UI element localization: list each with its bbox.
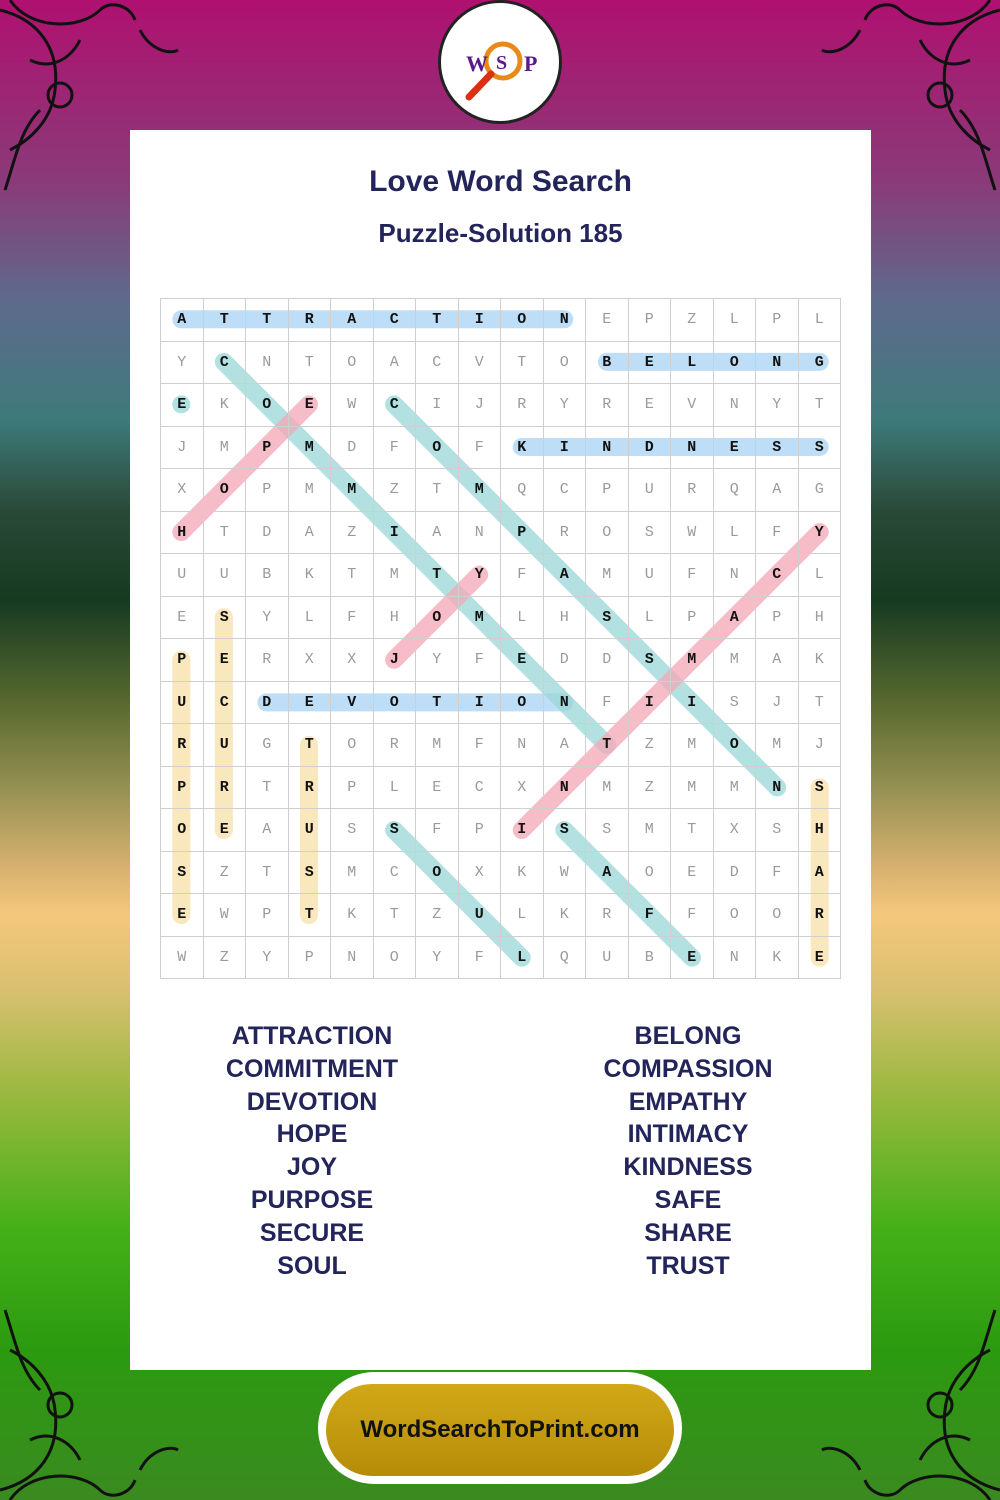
grid-cell[interactable]: O	[331, 724, 374, 767]
grid-cell[interactable]: W	[544, 852, 587, 895]
grid-cell[interactable]: K	[501, 852, 544, 895]
grid-cell[interactable]: O	[544, 342, 587, 385]
grid-cell[interactable]: S	[799, 427, 842, 470]
word-list-item: SOUL	[277, 1251, 347, 1280]
grid-cell[interactable]: P	[161, 639, 204, 682]
grid-cell[interactable]: M	[714, 639, 757, 682]
grid-cell[interactable]: M	[459, 469, 502, 512]
grid-cell[interactable]: E	[586, 299, 629, 342]
grid-cell[interactable]: F	[629, 894, 672, 937]
grid-cell[interactable]: L	[714, 512, 757, 555]
grid-cell[interactable]: E	[161, 597, 204, 640]
grid-cell[interactable]: C	[374, 299, 417, 342]
wsp-logo[interactable]	[438, 0, 562, 124]
grid-cell[interactable]: N	[714, 384, 757, 427]
grid-cell[interactable]: O	[714, 894, 757, 937]
grid-cell[interactable]: G	[799, 342, 842, 385]
word-list-item: COMMITMENT	[225, 1054, 399, 1083]
grid-cell[interactable]: M	[459, 597, 502, 640]
grid-cell[interactable]: N	[246, 342, 289, 385]
grid-cell[interactable]: E	[799, 937, 842, 980]
grid-cell[interactable]: P	[756, 597, 799, 640]
grid-cell[interactable]: A	[586, 852, 629, 895]
grid-cell[interactable]: K	[799, 639, 842, 682]
grid-cell[interactable]: S	[161, 852, 204, 895]
grid-cell[interactable]: I	[459, 682, 502, 725]
grid-cell[interactable]: I	[544, 427, 587, 470]
grid-cell[interactable]: P	[246, 427, 289, 470]
grid-cell[interactable]: S	[629, 512, 672, 555]
grid-cell[interactable]: O	[756, 894, 799, 937]
grid-cell[interactable]: P	[459, 809, 502, 852]
grid-cell[interactable]: W	[161, 937, 204, 980]
logo-letter-w: W	[466, 51, 488, 76]
grid-cell[interactable]: O	[161, 809, 204, 852]
grid-cell[interactable]: F	[459, 639, 502, 682]
grid-cell[interactable]: D	[629, 427, 672, 470]
grid-cell[interactable]: S	[756, 427, 799, 470]
grid-cell[interactable]: T	[799, 384, 842, 427]
grid-cell[interactable]: U	[204, 554, 247, 597]
grid-cell[interactable]: M	[671, 639, 714, 682]
grid-cell[interactable]: B	[246, 554, 289, 597]
grid-cell[interactable]: T	[416, 554, 459, 597]
grid-cell[interactable]: Y	[544, 384, 587, 427]
grid-cell[interactable]: E	[629, 384, 672, 427]
grid-cell[interactable]: C	[204, 682, 247, 725]
grid-cell[interactable]: P	[161, 767, 204, 810]
grid-cell[interactable]: O	[331, 342, 374, 385]
grid-cell[interactable]: E	[714, 427, 757, 470]
site-link-button[interactable]	[318, 1372, 682, 1484]
grid-cell[interactable]: F	[416, 809, 459, 852]
grid-cell[interactable]: M	[586, 554, 629, 597]
grid-cell[interactable]: N	[756, 342, 799, 385]
grid-cell[interactable]: O	[501, 682, 544, 725]
grid-cell[interactable]: T	[501, 342, 544, 385]
grid-cell[interactable]: B	[629, 937, 672, 980]
grid-cell[interactable]: M	[671, 724, 714, 767]
grid-cell[interactable]: T	[246, 852, 289, 895]
grid-cell[interactable]: P	[756, 299, 799, 342]
grid-cell[interactable]: E	[289, 682, 332, 725]
grid-cell[interactable]: C	[544, 469, 587, 512]
page-subtitle: Puzzle-Solution 185	[378, 218, 623, 248]
grid-cell[interactable]: A	[416, 512, 459, 555]
grid-cell[interactable]: S	[586, 809, 629, 852]
grid-cell[interactable]: T	[331, 554, 374, 597]
grid-cell[interactable]: G	[246, 724, 289, 767]
grid-cell[interactable]: V	[331, 682, 374, 725]
grid-cell[interactable]: X	[459, 852, 502, 895]
grid-cell[interactable]: L	[501, 894, 544, 937]
grid-cell[interactable]: O	[714, 724, 757, 767]
grid-cell[interactable]: U	[204, 724, 247, 767]
page-title: Love Word Search	[369, 165, 632, 198]
grid-cell[interactable]: F	[756, 852, 799, 895]
logo-letter-s: S	[496, 52, 508, 74]
grid-cell[interactable]: T	[289, 342, 332, 385]
grid-cell[interactable]: A	[246, 809, 289, 852]
grid-cell[interactable]: X	[161, 469, 204, 512]
grid-cell[interactable]: D	[246, 512, 289, 555]
grid-cell[interactable]: E	[671, 852, 714, 895]
word-list-item: TRUST	[646, 1251, 730, 1280]
grid-cell[interactable]: N	[544, 299, 587, 342]
word-search-grid-area	[160, 298, 841, 979]
grid-cell[interactable]: Y	[416, 639, 459, 682]
grid-cell[interactable]: T	[416, 299, 459, 342]
grid-cell[interactable]: Y	[459, 554, 502, 597]
grid-cell[interactable]: E	[204, 639, 247, 682]
grid-cell[interactable]: F	[374, 427, 417, 470]
grid-cell[interactable]: O	[586, 512, 629, 555]
grid-cell[interactable]: S	[714, 682, 757, 725]
grid-cell[interactable]: R	[544, 512, 587, 555]
grid-cell[interactable]: Y	[799, 512, 842, 555]
grid-cell[interactable]: S	[629, 639, 672, 682]
grid-cell[interactable]: R	[671, 469, 714, 512]
grid-cell[interactable]: O	[416, 852, 459, 895]
grid-cell[interactable]: R	[289, 767, 332, 810]
word-list-right	[538, 1020, 838, 1282]
grid-cell[interactable]: K	[544, 894, 587, 937]
grid-cell[interactable]: U	[161, 682, 204, 725]
grid-cell[interactable]: G	[799, 469, 842, 512]
grid-cell[interactable]: M	[331, 852, 374, 895]
grid-cell[interactable]: I	[671, 682, 714, 725]
grid-cell[interactable]: T	[416, 682, 459, 725]
grid-cell[interactable]: C	[204, 342, 247, 385]
grid-cell[interactable]: E	[671, 937, 714, 980]
grid-cell[interactable]: S	[204, 597, 247, 640]
word-list-item: SECURE	[259, 1218, 365, 1247]
grid-cell[interactable]: K	[501, 427, 544, 470]
grid-cell[interactable]: Z	[331, 512, 374, 555]
grid-cell[interactable]: L	[374, 767, 417, 810]
grid-cell[interactable]: M	[714, 767, 757, 810]
word-list-item: SAFE	[654, 1185, 722, 1214]
grid-cell[interactable]: L	[501, 937, 544, 980]
grid-cell[interactable]: I	[416, 384, 459, 427]
grid-cell[interactable]: Z	[204, 937, 247, 980]
grid-cell[interactable]: A	[714, 597, 757, 640]
grid-cell[interactable]: I	[501, 809, 544, 852]
grid-cell[interactable]: D	[714, 852, 757, 895]
grid-cell[interactable]: D	[544, 639, 587, 682]
grid-cell[interactable]: M	[331, 469, 374, 512]
grid-cell[interactable]: L	[671, 342, 714, 385]
grid-cell[interactable]: P	[586, 469, 629, 512]
grid-cell[interactable]: A	[756, 469, 799, 512]
grid-cell[interactable]: F	[459, 937, 502, 980]
grid-cell[interactable]: K	[204, 384, 247, 427]
grid-cell[interactable]: N	[544, 767, 587, 810]
grid-cell[interactable]: L	[629, 597, 672, 640]
word-list-left	[162, 1020, 462, 1282]
grid-cell[interactable]: X	[501, 767, 544, 810]
grid-cell[interactable]: H	[161, 512, 204, 555]
grid-cell[interactable]: T	[416, 469, 459, 512]
grid-cell[interactable]: Y	[161, 342, 204, 385]
grid-cell[interactable]: O	[246, 384, 289, 427]
grid-cell[interactable]: J	[459, 384, 502, 427]
grid-cell[interactable]: M	[416, 724, 459, 767]
grid-cell[interactable]: L	[799, 299, 842, 342]
grid-cell[interactable]: S	[289, 852, 332, 895]
word-list-item: JOY	[286, 1153, 338, 1182]
grid-cell[interactable]: Z	[629, 724, 672, 767]
grid-cell[interactable]: O	[204, 469, 247, 512]
grid-cell[interactable]: Z	[204, 852, 247, 895]
grid-cell[interactable]: E	[416, 767, 459, 810]
grid-cell[interactable]: F	[671, 894, 714, 937]
grid-cell[interactable]: N	[756, 767, 799, 810]
grid-cell[interactable]: S	[756, 809, 799, 852]
grid-cell[interactable]: K	[289, 554, 332, 597]
word-list-item: SHARE	[644, 1218, 732, 1247]
grid-cell[interactable]: K	[756, 937, 799, 980]
grid-cell[interactable]: Z	[374, 469, 417, 512]
grid-cell[interactable]: H	[799, 809, 842, 852]
grid-cell[interactable]: J	[374, 639, 417, 682]
grid-cell[interactable]: U	[629, 469, 672, 512]
grid-cell[interactable]: P	[331, 767, 374, 810]
word-list-item: DEVOTION	[246, 1087, 378, 1116]
logo-letter-p: P	[524, 51, 538, 76]
grid-cell[interactable]: M	[586, 767, 629, 810]
grid-cell[interactable]: H	[799, 597, 842, 640]
grid-cell[interactable]: T	[246, 767, 289, 810]
grid-cell[interactable]: I	[629, 682, 672, 725]
grid-cell[interactable]: Y	[246, 597, 289, 640]
grid-cell[interactable]: N	[501, 724, 544, 767]
grid-cell[interactable]: S	[586, 597, 629, 640]
word-list-item: EMPATHY	[628, 1087, 748, 1116]
puzzle-card	[130, 130, 871, 1370]
grid-cell[interactable]: V	[671, 384, 714, 427]
grid-cell[interactable]: F	[459, 427, 502, 470]
grid-cell[interactable]: R	[161, 724, 204, 767]
grid-cell[interactable]: C	[756, 554, 799, 597]
grid-cell[interactable]: C	[374, 384, 417, 427]
grid-cell[interactable]: X	[714, 809, 757, 852]
grid-cell[interactable]: N	[544, 682, 587, 725]
grid-cell[interactable]: A	[799, 852, 842, 895]
grid-cell[interactable]: U	[289, 809, 332, 852]
grid-cell[interactable]: X	[331, 639, 374, 682]
grid-cell[interactable]: O	[374, 937, 417, 980]
grid-cell[interactable]: I	[374, 512, 417, 555]
grid-cell[interactable]: Y	[756, 384, 799, 427]
grid-cell[interactable]: Z	[671, 299, 714, 342]
grid-cell[interactable]: M	[671, 767, 714, 810]
word-list-item: PURPOSE	[250, 1185, 374, 1214]
grid-cell[interactable]: U	[629, 554, 672, 597]
grid-cell[interactable]: M	[289, 469, 332, 512]
grid-cell[interactable]: S	[799, 767, 842, 810]
grid-cell[interactable]: Z	[416, 894, 459, 937]
grid-cell[interactable]: Q	[714, 469, 757, 512]
grid-cell[interactable]: N	[671, 427, 714, 470]
grid-cell[interactable]: A	[374, 342, 417, 385]
grid-cell[interactable]: E	[161, 384, 204, 427]
grid-cell[interactable]: M	[204, 427, 247, 470]
grid-cell[interactable]: U	[459, 894, 502, 937]
word-list-item: KINDNESS	[623, 1153, 753, 1182]
grid-cell[interactable]: L	[289, 597, 332, 640]
grid-cell[interactable]: R	[204, 767, 247, 810]
grid-cell[interactable]: O	[416, 427, 459, 470]
grid-cell[interactable]: N	[586, 427, 629, 470]
grid-cell[interactable]: T	[799, 682, 842, 725]
grid-cell[interactable]: S	[331, 809, 374, 852]
grid-cell[interactable]: P	[289, 937, 332, 980]
grid-cell[interactable]: T	[671, 809, 714, 852]
grid-cell[interactable]: N	[714, 554, 757, 597]
word-list-item: INTIMACY	[627, 1120, 749, 1149]
grid-cell[interactable]: H	[544, 597, 587, 640]
grid-cell[interactable]: R	[374, 724, 417, 767]
grid-cell[interactable]: T	[204, 299, 247, 342]
grid-cell[interactable]: O	[501, 299, 544, 342]
grid-cell[interactable]: T	[374, 894, 417, 937]
grid-cell[interactable]: M	[289, 427, 332, 470]
grid-cell[interactable]: F	[756, 512, 799, 555]
grid-cell[interactable]: N	[331, 937, 374, 980]
grid-cell[interactable]: R	[246, 639, 289, 682]
grid-cell[interactable]: A	[289, 512, 332, 555]
grid-cell[interactable]: Y	[246, 937, 289, 980]
grid-cell[interactable]: A	[331, 299, 374, 342]
grid-cell[interactable]: B	[586, 342, 629, 385]
grid-cell[interactable]: R	[586, 894, 629, 937]
grid-cell[interactable]: T	[586, 724, 629, 767]
word-list-item: BELONG	[634, 1022, 742, 1050]
grid-cell[interactable]: I	[459, 299, 502, 342]
grid-cell[interactable]: O	[416, 597, 459, 640]
grid-cell[interactable]: H	[374, 597, 417, 640]
grid-cell[interactable]: R	[289, 299, 332, 342]
grid-cell[interactable]: U	[161, 554, 204, 597]
grid-cell[interactable]: R	[586, 384, 629, 427]
site-link-label[interactable]: WordSearchToPrint.com	[326, 1384, 674, 1476]
grid-cell[interactable]: O	[714, 342, 757, 385]
grid-cell[interactable]: M	[374, 554, 417, 597]
grid-cell[interactable]: Y	[416, 937, 459, 980]
word-list-item: HOPE	[276, 1120, 348, 1149]
grid-cell[interactable]: F	[671, 554, 714, 597]
grid-cell[interactable]: J	[756, 682, 799, 725]
grid-cell[interactable]: D	[331, 427, 374, 470]
grid-cell[interactable]: W	[331, 384, 374, 427]
grid-cell[interactable]: K	[331, 894, 374, 937]
grid-cell[interactable]: Q	[544, 937, 587, 980]
grid-cell[interactable]: D	[586, 639, 629, 682]
grid-cell[interactable]: J	[799, 724, 842, 767]
grid-cell[interactable]: W	[204, 894, 247, 937]
grid-cell[interactable]: D	[246, 682, 289, 725]
grid-cell[interactable]: E	[629, 342, 672, 385]
grid-cell[interactable]: V	[459, 342, 502, 385]
word-list-item: ATTRACTION	[231, 1022, 393, 1050]
grid-cell[interactable]: C	[416, 342, 459, 385]
word-list-item: COMPASSION	[603, 1054, 773, 1083]
grid-cell[interactable]: S	[374, 809, 417, 852]
grid-cell[interactable]: N	[714, 937, 757, 980]
grid-cell[interactable]: R	[501, 384, 544, 427]
grid-cell[interactable]: X	[289, 639, 332, 682]
grid-cell[interactable]: T	[289, 724, 332, 767]
grid-cell[interactable]: Z	[629, 767, 672, 810]
grid-cell[interactable]: O	[374, 682, 417, 725]
grid-cell[interactable]: P	[246, 469, 289, 512]
grid-cell[interactable]: A	[544, 554, 587, 597]
grid-cell[interactable]: C	[459, 767, 502, 810]
grid-cell[interactable]: M	[629, 809, 672, 852]
grid-cell[interactable]: L	[799, 554, 842, 597]
grid-cell[interactable]: E	[161, 894, 204, 937]
grid-cell[interactable]: E	[289, 384, 332, 427]
grid-cell[interactable]: N	[459, 512, 502, 555]
grid-cell[interactable]: F	[586, 682, 629, 725]
grid-cell[interactable]: Q	[501, 469, 544, 512]
grid-cell[interactable]: C	[374, 852, 417, 895]
grid-cell[interactable]: A	[756, 639, 799, 682]
grid-cell[interactable]: P	[501, 512, 544, 555]
grid-cell[interactable]: E	[501, 639, 544, 682]
grid-cell[interactable]: M	[756, 724, 799, 767]
grid-cell[interactable]: U	[586, 937, 629, 980]
grid-cell[interactable]: R	[799, 894, 842, 937]
grid-cell[interactable]: E	[204, 809, 247, 852]
magnifier-icon	[441, 3, 559, 121]
grid-cell[interactable]: A	[161, 299, 204, 342]
grid-cell[interactable]: S	[544, 809, 587, 852]
grid-cell[interactable]: P	[246, 894, 289, 937]
grid-cell[interactable]: T	[289, 894, 332, 937]
grid-cell[interactable]: O	[629, 852, 672, 895]
grid-cell[interactable]: T	[246, 299, 289, 342]
grid-cell[interactable]: L	[714, 299, 757, 342]
grid-cell[interactable]: L	[501, 597, 544, 640]
grid-cell[interactable]: A	[544, 724, 587, 767]
grid-cell[interactable]: P	[671, 597, 714, 640]
grid-cell[interactable]: F	[459, 724, 502, 767]
grid-cell[interactable]: P	[629, 299, 672, 342]
grid-cell[interactable]: F	[331, 597, 374, 640]
grid-cell[interactable]: W	[671, 512, 714, 555]
word-search-grid	[160, 298, 841, 979]
grid-cell[interactable]: J	[161, 427, 204, 470]
grid-cell[interactable]: T	[204, 512, 247, 555]
grid-cell[interactable]: F	[501, 554, 544, 597]
